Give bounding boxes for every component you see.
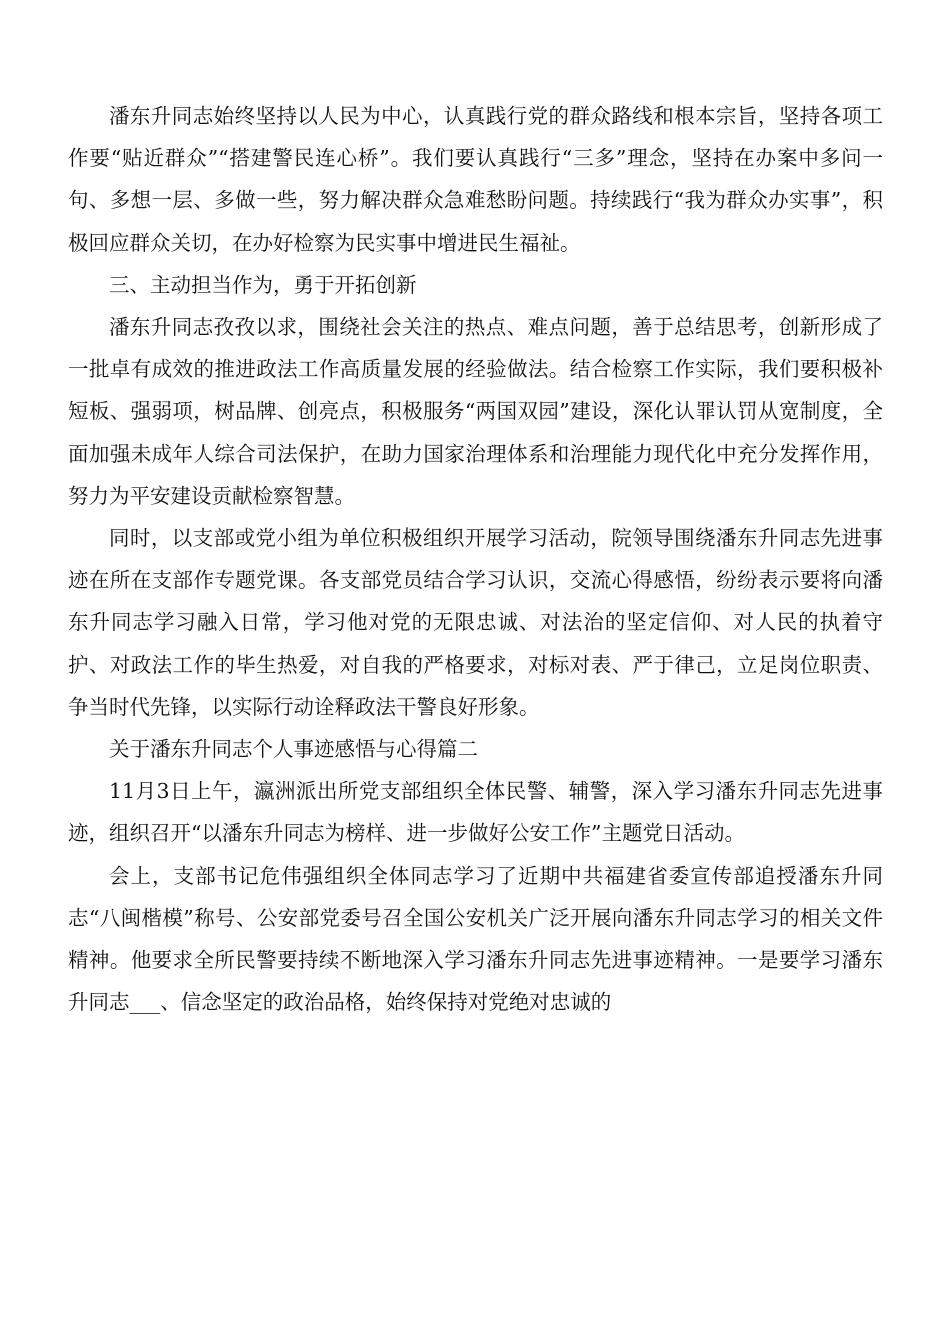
- paragraph-1: 潘东升同志始终坚持以人民为中心，认真践行党的群众路线和根本宗旨，坚持各项工作要“贴近群众”“搭建警民连心桥”。我们要认真践行“三多”理念，坚持在办案中多问一句、多想一层、多做一些，努力解决群众急难愁盼问题。持续践行“我为群众办实事”，积极回应群众关切，在办好检察为民实事中增进民生福祉。: [68, 104, 883, 255]
- section-heading-3: 三、主动担当作为，勇于开拓创新: [109, 272, 417, 297]
- paragraph-4: 11月3日上午，瀛洲派出所党支部组织全体民警、辅警，深入学习潘东升同志先进事迹，组织召开“以潘东升同志为榜样、进一步做好公安工作”主题党日活动。: [68, 779, 883, 846]
- paragraph-5: 会上，支部书记危伟强组织全体同志学习了近期中共福建省委宣传部追授潘东升同志“八闽楷模”称号、公安部党委号召全国公安机关广泛开展向潘东升同志学习的相关文件精神。他要求全所民警要持续不断地深入学习潘东升同志先进事迹精神。一是要学习潘东升同志___、信念坚定的政治品格，始终保持对党绝对忠诚的: [68, 863, 883, 1015]
- document-body: [68, 95, 883, 1023]
- paragraph-3: 同时，以支部或党小组为单位积极组织开展学习活动，院领导围绕潘东升同志先进事迹在所在支部作专题党课。各支部党员结合学习认识，交流心得感悟，纷纷表示要将向潘东升同志学习融入日常，学习他对党的无限忠诚、对法治的坚定信仰、对人民的执着守护、对政法工作的毕生热爱，对自我的严格要求，对标对表、严于律己，立足岗位职责、争当时代先锋，以实际行动诠释政法干警良好形象。: [68, 526, 883, 719]
- paragraph-2: 潘东升同志孜孜以求，围绕社会关注的热点、难点问题，善于总结思考，创新形成了一批卓有成效的推进政法工作高质量发展的经验做法。结合检察工作实际，我们要积极补短板、强弱项，树品牌、创亮点，积极服务“两国双园”建设，深化认罪认罚从宽制度，全面加强未成年人综合司法保护，在助力国家治理体系和治理能力现代化中充分发挥作用，努力为平安建设贡献检察智慧。: [68, 315, 883, 508]
- article-title-part-2: 关于潘东升同志个人事迹感悟与心得篇二: [109, 737, 478, 762]
